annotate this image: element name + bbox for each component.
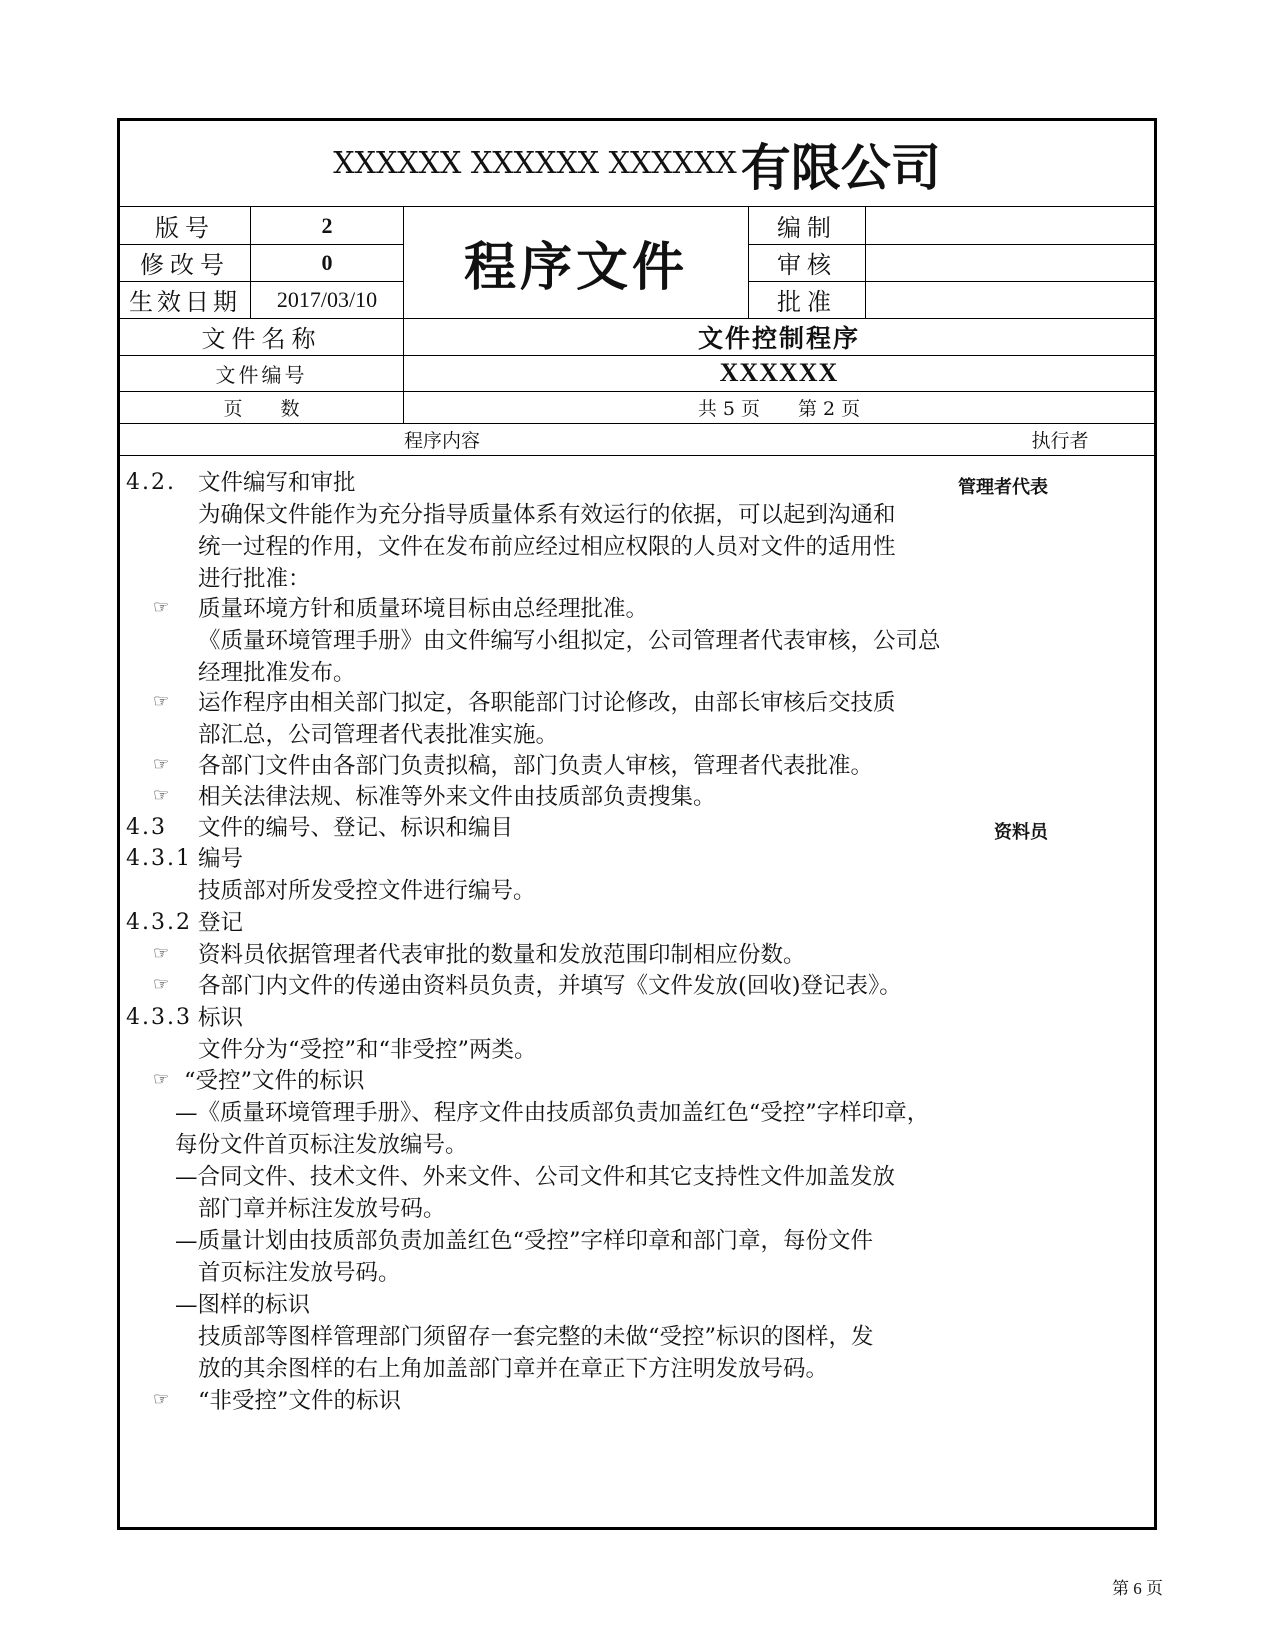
bullet-item: 各部门内文件的传递由资料员负责，并填写《文件发放(回收)登记表》。: [198, 973, 902, 999]
company-title-row: [120, 121, 1154, 207]
bullet-item: “非受控”文件的标识: [198, 1388, 402, 1414]
company-name-suffix: 有限公司: [740, 137, 941, 197]
pointing-hand-icon: ☞: [153, 785, 170, 806]
approved-value: [866, 281, 1154, 318]
prepared-value: [866, 207, 1154, 244]
dash-line: 放的其余图样的右上角加盖部门章并在章正下方注明发放号码。: [198, 1356, 829, 1382]
section-number: 4.3: [126, 815, 167, 840]
doc-no-value: XXXXXX: [719, 358, 839, 387]
approved-label: 批准: [777, 288, 837, 316]
pointing-hand-icon: ☞: [153, 691, 170, 712]
doc-no-label: 文件编号: [215, 362, 308, 387]
document-frame: [117, 118, 1157, 1530]
bullet-line: 《质量环境管理手册》由文件编写小组拟定，公司管理者代表审核，公司总: [198, 628, 941, 654]
paragraph-line: 进行批准：: [198, 566, 311, 592]
reviewed-value: [866, 244, 1154, 281]
bullet-item: “受控”文件的标识: [184, 1068, 365, 1094]
company-name-prefix: XXXXXX XXXXXX XXXXXX: [333, 146, 737, 181]
version-value: 2: [321, 212, 333, 238]
dash-line: 每份文件首页标注发放编号。: [175, 1132, 468, 1158]
section-title: 编号: [198, 846, 244, 872]
effective-date-value: 2017/03/10: [276, 286, 378, 312]
pointing-hand-icon: ☞: [153, 1389, 170, 1410]
page-number: 第 6 页: [1112, 1579, 1163, 1598]
bullet-item: 资料员依据管理者代表审批的数量和发放范围印制相应份数。: [198, 942, 806, 968]
company-title: [120, 121, 1154, 206]
bullet-item: 质量环境方针和质量环境目标由总经理批准。: [198, 596, 649, 622]
executor-clerk: 资料员: [994, 822, 1048, 843]
divider: [120, 455, 1154, 456]
dash-item: —合同文件、技术文件、外来文件、公司文件和其它支持性文件加盖发放: [175, 1164, 896, 1190]
paragraph-line: 文件分为“受控”和“非受控”两类。: [198, 1037, 537, 1063]
section-number: 4.3.3: [126, 1005, 192, 1030]
pages-label: 页 数: [223, 397, 300, 420]
doc-name-label: 文件名称: [201, 325, 322, 353]
bullet-item: 各部门文件由各部门负责拟稿，部门负责人审核，管理者代表批准。: [198, 753, 874, 779]
pointing-hand-icon: ☞: [153, 597, 170, 618]
bullet-item: 运作程序由相关部门拟定，各职能部门讨论修改，由部长审核后交技质: [198, 690, 896, 716]
paragraph-line: 统一过程的作用，文件在发布前应经过相应权限的人员对文件的适用性: [198, 534, 896, 560]
pointing-hand-icon: ☞: [153, 974, 170, 995]
dash-line: 技质部等图样管理部门须留存一套完整的未做“受控”标识的图样，发: [198, 1324, 874, 1350]
pointing-hand-icon: ☞: [153, 943, 170, 964]
section-title: 标识: [198, 1005, 244, 1031]
dash-item: —图样的标识: [175, 1292, 311, 1318]
executor-label: 执行者: [1031, 429, 1089, 452]
section-title: 文件的编号、登记、标识和编目: [198, 815, 514, 841]
prepared-label: 编制: [777, 214, 837, 242]
executor-management-rep: 管理者代表: [958, 477, 1048, 498]
paragraph-line: 为确保文件能作为充分指导质量体系有效运行的依据，可以起到沟通和: [198, 502, 896, 528]
section-number: 4.2.: [126, 470, 176, 495]
bullet-line: 部汇总，公司管理者代表批准实施。: [198, 722, 559, 748]
dash-line: 部门章并标注发放号码。: [198, 1196, 446, 1222]
section-number: 4.3.2: [126, 910, 192, 935]
revision-value: 0: [321, 249, 333, 275]
section-title: 登记: [198, 910, 244, 936]
reviewed-label: 审核: [777, 251, 837, 279]
version-label: 版号: [155, 214, 215, 242]
dash-item: —《质量环境管理手册》、程序文件由技质部负责加盖红色“受控”字样印章，: [175, 1100, 930, 1126]
effective-date-label: 生效日期: [129, 288, 241, 316]
section-number: 4.3.1: [126, 846, 192, 871]
divider: [120, 423, 1154, 424]
pages-value: 共 5 页 第 2 页: [697, 397, 861, 420]
pointing-hand-icon: ☞: [153, 1069, 170, 1090]
revision-label: 修改号: [140, 251, 230, 279]
paragraph-line: 技质部对所发受控文件进行编号。: [198, 878, 536, 904]
dash-item: —质量计划由技质部负责加盖红色“受控”字样印章和部门章，每份文件: [175, 1228, 874, 1254]
doc-name-value: 文件控制程序: [697, 323, 860, 353]
doc-type-title: 程序文件: [463, 237, 688, 298]
bullet-line: 经理批准发布。: [198, 660, 356, 686]
dash-line: 首页标注发放号码。: [198, 1260, 401, 1286]
bullet-item: 相关法律法规、标准等外来文件由技质部负责搜集。: [198, 784, 716, 810]
content-label: 程序内容: [404, 429, 481, 452]
section-title: 文件编写和审批: [198, 470, 356, 496]
pointing-hand-icon: ☞: [153, 754, 170, 775]
